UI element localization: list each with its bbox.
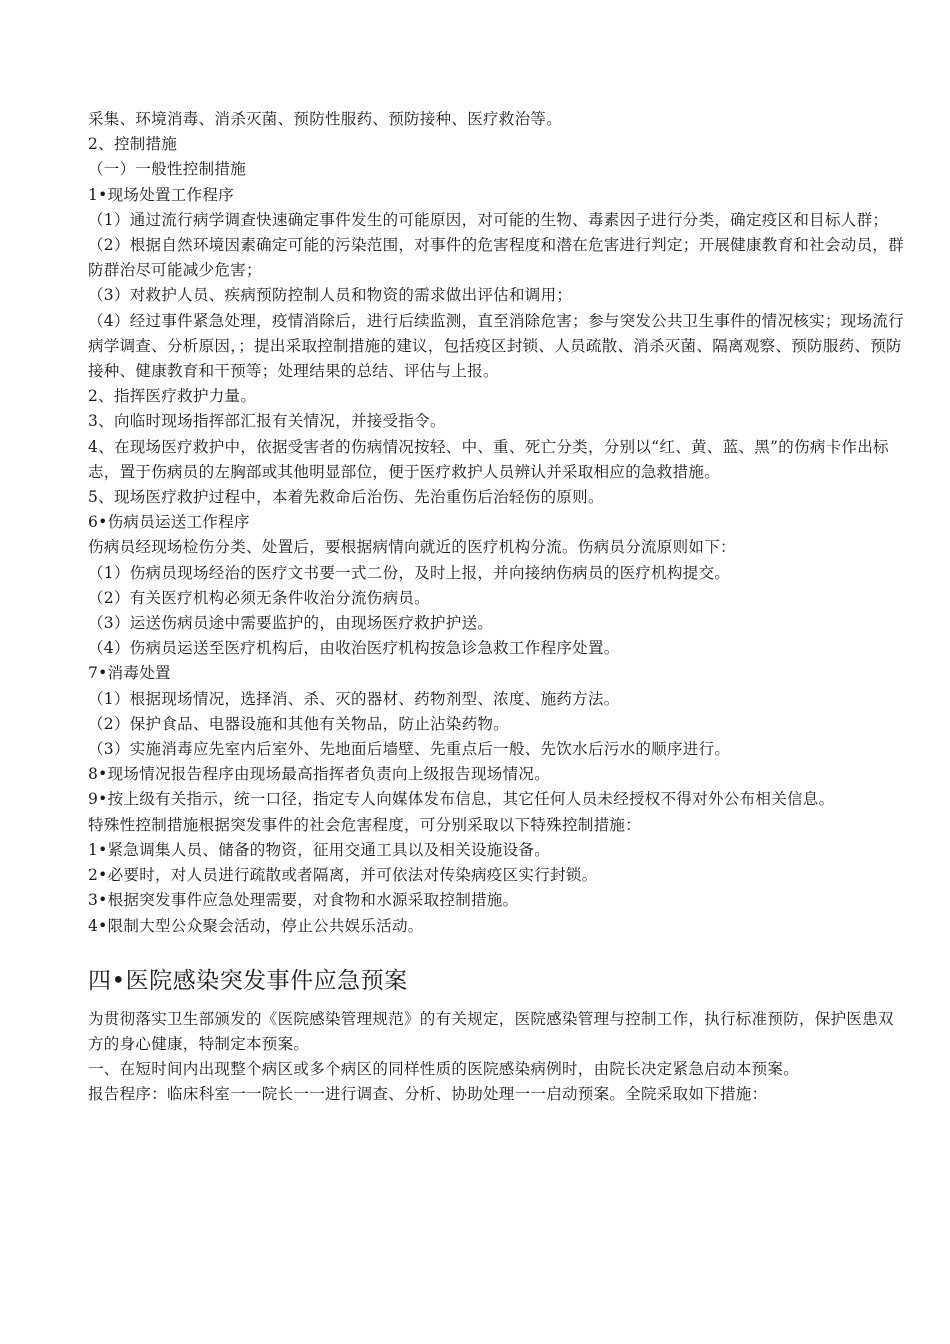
paragraph: 1•紧急调集人员、储备的物资，征用交通工具以及相关设施设备。	[88, 840, 551, 859]
top-section	[88, 107, 908, 939]
paragraph: 9•按上级有关指示，统一口径，指定专人向媒体发布信息，其它任何人员未经授权不得对外公布相关信息。	[88, 790, 835, 809]
paragraph: 特殊性控制措施根据突发事件的社会危害程度，可分别采取以下特殊控制措施：	[88, 815, 642, 834]
paragraph: 一、在短时间内出现整个病区或多个病区的同样性质的医院感染病例时，由院长决定紧急启动本预案。	[88, 1060, 800, 1079]
paragraph: 1•现场处置工作程序	[88, 185, 235, 204]
paragraph: 2、控制措施	[88, 135, 178, 154]
section-heading: 四•医院感染突发事件应急预案	[88, 967, 408, 994]
paragraph: （4）经过事件紧急处理，疫情消除后，进行后续监测，直至消除危害；参与突发公共卫生事件的情况核实；现场流行病学调查、分析原因，；提出采取控制措施的建议，包括疫区封锁、人员疏散、消杀灭菌、隔离观察、预防服药、预防接种、健康教育和干预等；处理结果的总结、评估与上报。	[88, 311, 904, 381]
paragraph: 为贯彻落实卫生部颁发的《医院感染管理规范》的有关规定，医院感染管理与控制工作，执行标准预防，保护医患双方的身心健康，特制定本预案。	[88, 1009, 894, 1053]
paragraph: 4、在现场医疗救护中，依据受害者的伤病情况按轻、中、重、死亡分类，分别以“红、黄、蓝、黑”的伤病卡作出标志，置于伤病员的左胸部或其他明显部位，便于医疗救护人员辨认并采取相应的急救措施。	[88, 437, 889, 481]
bottom-section	[88, 1007, 908, 1108]
paragraph: 2、指挥医疗救护力量。	[88, 387, 257, 406]
paragraph: 8•现场情况报告程序由现场最高指挥者负责向上级报告现场情况。	[88, 765, 551, 784]
paragraph: 3•根据突发事件应急处理需要，对食物和水源采取控制措施。	[88, 891, 519, 910]
paragraph: 伤病员经现场检伤分类、处置后，要根据病情向就近的医疗机构分流。伤病员分流原则如下：	[88, 538, 736, 557]
paragraph: （3）实施消毒应先室内后室外、先地面后墙壁、先重点后一般、先饮水后污水的顺序进行。	[88, 740, 731, 759]
paragraph: 采集、环境消毒、消杀灭菌、预防性服药、预防接种、医疗救治等。	[88, 110, 563, 128]
paragraph: 4•限制大型公众聚会活动，停止公共娱乐活动。	[88, 916, 424, 935]
paragraph: （2）保护食品、电器设施和其他有关物品，防止沾染药物。	[88, 714, 509, 733]
paragraph: 报告程序：临床科室一一院长一一进行调查、分析、协助处理一一启动预案。全院采取如下措施：	[88, 1085, 768, 1104]
paragraph: 7•消毒处置	[88, 664, 171, 683]
paragraph: 2•必要时，对人员进行疏散或者隔离，并可依法对传染病疫区实行封锁。	[88, 866, 598, 885]
paragraph: （2）根据自然环境因素确定可能的污染范围，对事件的危害程度和潜在危害进行判定；开展健康教育和社会动员，群防群治尽可能减少危害；	[88, 236, 904, 280]
paragraph: （一）一般性控制措施	[88, 160, 247, 179]
paragraph: （2）有关医疗机构必须无条件收治分流伤病员。	[88, 588, 430, 607]
paragraph: （3）运送伤病员途中需要监护的，由现场医疗救护护送。	[88, 614, 494, 633]
paragraph: （3）对救护人员、疾病预防控制人员和物资的需求做出评估和调用；	[88, 286, 573, 305]
paragraph: 6•伤病员运送工作程序	[88, 513, 250, 532]
paragraph: （1）伤病员现场经治的医疗文书要一式二份，及时上报，并向接纳伤病员的医疗机构提交。	[88, 563, 731, 582]
paragraph: （1）根据现场情况，选择消、杀、灭的器材、药物剂型、浓度、施药方法。	[88, 689, 620, 708]
paragraph: （1）通过流行病学调查快速确定事件发生的可能原因，对可能的生物、毒素因子进行分类，确定疫区和目标人群；	[88, 210, 889, 229]
paragraph: （4）伤病员运送至医疗机构后，由收治医疗机构按急诊急救工作程序处置。	[88, 639, 620, 658]
paragraph: 5、现场医疗救护过程中，本着先救命后治伤、先治重伤后治轻伤的原则。	[88, 488, 604, 507]
paragraph: 3、向临时现场指挥部汇报有关情况，并接受指令。	[88, 412, 446, 431]
document-page	[88, 107, 908, 1108]
